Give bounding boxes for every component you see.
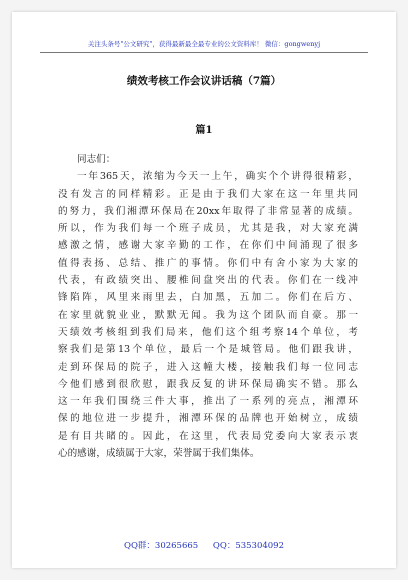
body-line: 感激之情，感谢大家辛勤的工作，在你们中间涌现了很多 [58,240,358,252]
document-page [12,12,396,568]
body-line: 锋陷阵，风里来雨里去，白加黑，五加二。你们在后方、 [58,292,358,304]
body-line: 是有目共睹的。因此，在这里，代表局党委向大家表示衷 [58,430,358,442]
header-banner: 关注头条号"公文研究"，获得最新最全最专业的公文资料库！ 微信：gongwenyj [87,40,321,48]
body-line: 保的地位进一步提升，湘潭环保的品牌也开始树立，成绩 [58,413,358,425]
body-line: 一年365天，浓缩为今天一上午，确实个个讲得很精彩， [77,171,358,183]
body-line: 的努力，我们湘潭环保局在20xx年取得了非常显著的成绩。 [58,205,358,217]
body-line: 今他们感到很欣慰，跟我反复的讲环保局确实不错。那么 [58,378,358,390]
footer-qq-group: QQ群：30265665 [123,541,199,551]
footer-contact [12,540,396,552]
salutation: 同志们： [77,154,116,165]
body-line: 天绩效考核组到我们局来，他们这个组考察14个单位，考 [58,326,358,338]
body-line: 察我们是第13个单位，最后一个是城管局。他们跟我讲， [58,344,358,356]
footer-qq: QQ：535304092 [212,541,284,551]
body-line: 这一年我们围绕三件大事，推出了一系列的亮点，湘潭环 [58,396,358,408]
section-heading: 篇1 [195,125,213,136]
body-line: 值得表扬、总结、推广的事情。你们中有舍小家为大家的 [58,257,358,269]
body-line: 在家里就貌业业，默默无闻。我为这个团队而自豪。那一 [58,309,358,321]
header-divider [40,52,368,53]
body-text [58,151,358,462]
body-line: 代表，有政绩突出、腰椎间盘突出的代表。你们在一线冲 [58,275,358,287]
body-line: 所以，作为我们每一个班子成员，尤其是我，对大家充满 [58,223,358,235]
body-line: 没有发言的同样精彩。正是由于我们大家在这一年里共同 [58,188,358,200]
body-line: 心的感谢，成绩属于大家，荣誉属于我们集体。 [58,448,260,460]
body-line: 走到环保局的院子，进入这幢大楼，接触我们每一位同志 [58,361,358,373]
document-title: 绩效考核工作会议讲话稿（7篇） [126,75,282,87]
